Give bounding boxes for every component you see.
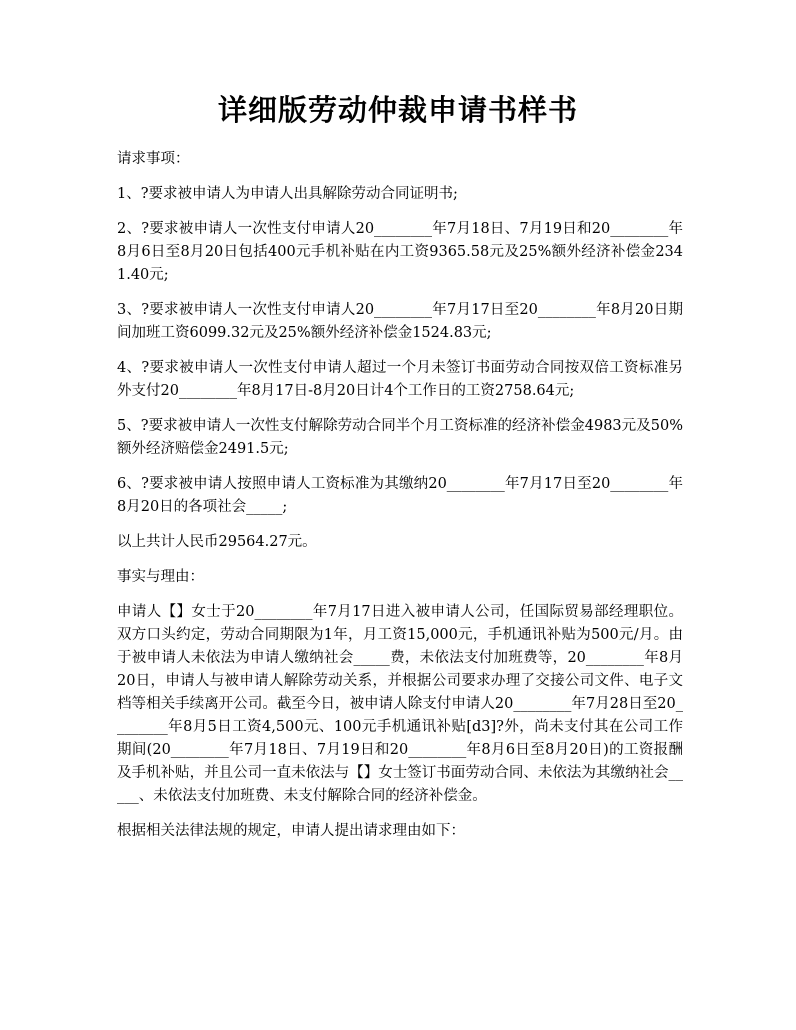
document-title: 详细版劳动仲裁申请书样书 — [217, 93, 578, 127]
request-item-6: 6、?要求被申请人按照申请人工资标准为其缴纳20________年7月17日至20________年8月20日的各项社会_____; — [117, 476, 683, 515]
request-item-3: 3、?要求被申请人一次性支付申请人20________年7月17日至20________年8月20日期间加班工资6099.32元及25%额外经济补偿金1524.83元; — [117, 302, 683, 341]
request-item-1: 1、?要求被申请人为申请人出具解除劳动合同证明书; — [117, 186, 458, 202]
facts-paragraph: 申请人【】女士于20________年7月17日进入被申请人公司，任国际贸易部经理职位。双方口头约定，劳动合同期限为1年，月工资15,000元，手机通讯补贴为500元/月。由于被申请人未依法为申请人缴纳社会_____费，未依法支付加班费等，20________年8月20日，申请人与被申请人解除劳动关系，并根据公司要求办理了交接公司文件、电子文档等相关手续离开公司。截至今日，被申请人除支付申请人20________年7月28日至20________年8月5日工资4,500元、100元手机通讯补贴[d3]?外，尚未支付其在公司工作期间(20________年7月18日、7月19日和20________年8月6日至8月20日)的工资报酬及手机补贴，并且公司一直未依法与【】女士签订书面劳动合同、未依法为其缴纳社会_____、未依法支付加班费、未支付解除合同的经济补偿金。 — [117, 604, 683, 804]
document-body — [117, 148, 683, 855]
request-item-5: 5、?要求被申请人一次性支付解除劳动合同半个月工资标准的经济补偿金4983元及50%额外经济赔偿金2491.5元; — [117, 418, 683, 457]
legal-basis-intro: 根据相关法律法规的规定，申请人提出请求理由如下： — [117, 823, 465, 839]
total-amount: 以上共计人民币29564.27元。 — [117, 534, 317, 550]
section-heading-requests: 请求事项： — [117, 151, 190, 167]
request-item-4: 4、?要求被申请人一次性支付申请人超过一个月未签订书面劳动合同按双倍工资标准另外支付20________年8月17日-8月20日计4个工作日的工资2758.64元; — [117, 360, 683, 399]
section-heading-facts: 事实与理由： — [117, 569, 204, 585]
request-item-2: 2、?要求被申请人一次性支付申请人20________年7月18日、7月19日和20________年8月6日至8月20日包括400元手机补贴在内工资9365.58元及25%额外经济补偿金2341.40元; — [117, 221, 683, 283]
